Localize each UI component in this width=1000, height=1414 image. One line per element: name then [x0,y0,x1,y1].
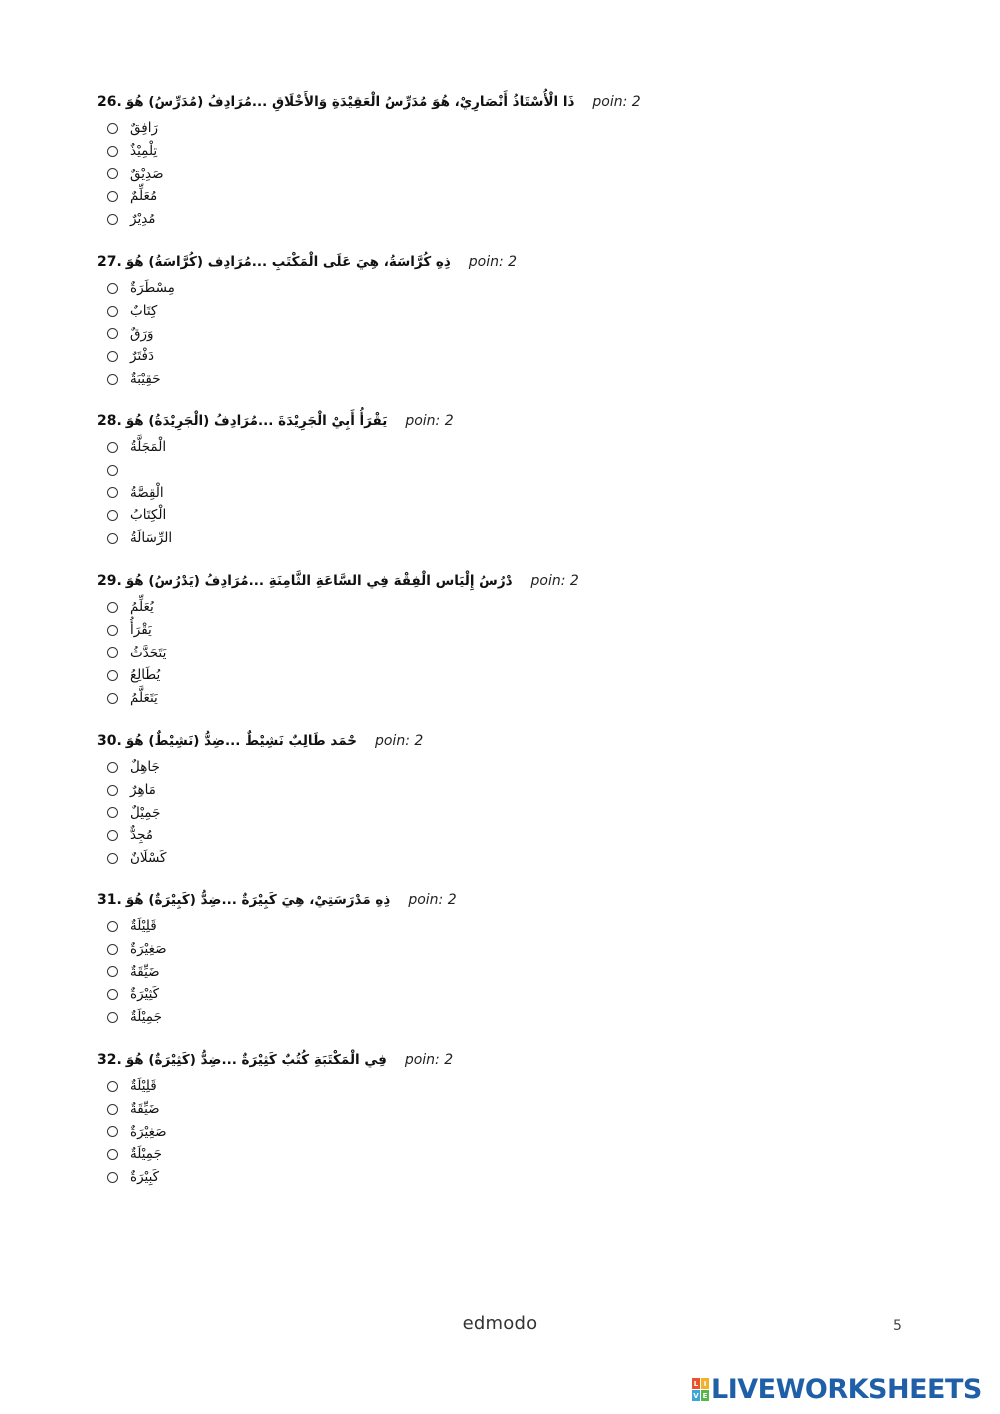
question-30 [97,733,717,869]
question-points: poin: 2 [374,733,424,749]
answer-options [97,1075,717,1188]
answer-option[interactable] [97,664,717,687]
answer-option[interactable] [97,596,717,619]
question-header [97,892,717,914]
answer-option[interactable] [97,1120,717,1143]
radio-button-icon[interactable] [107,1081,118,1092]
radio-button-icon[interactable] [107,533,118,544]
answer-option-label: الْكِتَابُ [130,507,167,524]
radio-button-icon[interactable] [107,1104,118,1115]
answer-option[interactable] [97,300,717,323]
radio-button-icon[interactable] [107,966,118,977]
radio-button-icon[interactable] [107,625,118,636]
radio-button-icon[interactable] [107,1012,118,1023]
answer-option-label: مَاهِرٌ [130,782,156,799]
answer-option-label: صَغِيْرَةٌ [130,941,167,958]
logo-tile-i: I [701,1378,709,1389]
answer-option[interactable] [97,1075,717,1098]
answer-option-label: حَقِيْبَةٌ [130,371,161,388]
question-29 [97,573,717,709]
answer-option-label: مُجِدٌّ [130,827,154,844]
radio-button-icon[interactable] [107,989,118,1000]
radio-button-icon[interactable] [107,487,118,498]
answer-option-label: قَلِيْلَةٌ [130,1078,157,1095]
answer-option[interactable] [97,368,717,391]
answer-option[interactable] [97,504,717,527]
radio-button-icon[interactable] [107,1126,118,1137]
question-text: دْرُسُ إِلْيَاس الْفِقْهَ فِي السَّاعَةِ الثَّامِنَةِ ...مُرَادِفُ (يَدْرُسُ) هُوَ [125,573,513,589]
radio-button-icon[interactable] [107,442,118,453]
answer-option[interactable] [97,1143,717,1166]
radio-button-icon[interactable] [107,168,118,179]
answer-options [97,436,717,549]
question-text: يَقْرَأُ أَبِيْ الْجَرِيْدَةَ ...مُرَادِفُ (الْجَرِيْدَةُ) هُوَ [125,413,388,429]
question-number: 31. [97,892,122,908]
question-text: فِي الْمَكْتَبَةِ كُتُبٌ كَثِيْرَةٌ ...ضِدُّ (كَثِيْرَةٌ) هُوَ [125,1052,387,1068]
question-header [97,573,717,595]
radio-button-icon[interactable] [107,807,118,818]
answer-option[interactable] [97,824,717,847]
answer-option-label: الرِّسَالَةُ [130,530,173,547]
answer-option-label: الْقِصَّةُ [130,484,164,501]
answer-option-label: تِلْمِيْذٌ [130,143,158,160]
radio-button-icon[interactable] [107,830,118,841]
answer-option[interactable] [97,938,717,961]
answer-options [97,277,717,390]
question-text: ذِهِ كُرَّاسَةُ، هِيَ عَلَى الْمَكْتَبِ ...مُرَادِف (كُرَّاسَةُ) هُوَ [125,254,451,270]
answer-option-label: ضَيِّقَةٌ [130,1101,160,1118]
answer-option-label: جَمِيْلَةٌ [130,1009,162,1026]
answer-option-label: جَمِيْلَةٌ [130,1146,162,1163]
answer-option[interactable] [97,140,717,163]
answer-option[interactable] [97,687,717,710]
answer-option-label: مُعَلِّمٌ [130,188,158,205]
radio-button-icon[interactable] [107,351,118,362]
answer-option-label: يَقْرَأُ [130,622,152,639]
question-text: حْمَد طَالِبٌ نَشِيْطٌ ...ضِدُّ (نَشِيْطٌ) هُوَ [125,733,357,749]
radio-button-icon[interactable] [107,670,118,681]
question-number: 27. [97,254,122,270]
question-points: poin: 2 [408,892,457,908]
question-31 [97,892,717,1028]
logo-tile-e: E [702,1391,708,1400]
answer-option-label: يُعَلِّمُ [130,599,154,616]
question-points: poin: 2 [404,1052,454,1068]
answer-option-label: صَدِيْقٌ [130,165,164,182]
answer-option-label: كَسْلَانٌ [130,850,167,867]
answer-option[interactable] [97,779,717,802]
radio-button-icon[interactable] [107,374,118,385]
liveworksheets-wordmark: LIVEWORKSHEETS [711,1374,982,1405]
answer-option[interactable] [97,915,717,938]
answer-option-label: كَثِيْرَةٌ [130,986,160,1003]
radio-button-icon[interactable] [107,191,118,202]
radio-button-icon[interactable] [107,921,118,932]
question-header [97,733,717,755]
logo-tile-l: L [693,1379,699,1388]
answer-options [97,117,717,230]
answer-option[interactable] [97,322,717,345]
answer-option-label: يُطَالِعُ [130,667,161,684]
question-text: ذَا الْأُسْتَاذُ أَنْصَارِيْ، هُوَ مُدَرِّسُ الْعَقِيْدَةِ وَالأَخْلَاقِ ...مُرَادِفُ (مُدَرِّسُ) هُوَ [125,94,575,110]
radio-button-icon[interactable] [107,1172,118,1183]
answer-option-label: يَتَحَدَّثُ [130,644,167,661]
radio-button-icon[interactable] [107,762,118,773]
answer-option[interactable] [97,1166,717,1189]
radio-button-icon[interactable] [107,693,118,704]
answer-option[interactable] [97,847,717,870]
answer-option-label: الْمَجَلَّةُ [130,439,167,456]
answer-option-label: يَتَعَلَّمُ [130,690,158,707]
answer-option-label: رَافِقٌ [130,120,158,137]
radio-button-icon[interactable] [107,602,118,613]
answer-option[interactable] [97,481,717,504]
question-header [97,1052,717,1074]
answer-option-label: كِتَابٌ [130,303,158,320]
page-number: 5 [893,1318,902,1334]
radio-button-icon[interactable] [107,465,118,476]
radio-button-icon[interactable] [107,944,118,955]
answer-option[interactable] [97,117,717,140]
question-27 [97,254,717,390]
answer-option-label: جَمِيْلٌ [130,804,161,821]
question-32 [97,1052,717,1188]
answer-option[interactable] [97,756,717,779]
radio-button-icon[interactable] [107,785,118,796]
answer-option-label: قَلِيْلَةٌ [130,918,157,935]
question-text: ذِهِ مَدْرَسَتِيْ، هِيَ كَبِيْرَةٌ ...ضِدُّ (كَبِيْرَةٌ) هُوَ [125,892,391,908]
answer-option[interactable] [97,619,717,642]
radio-button-icon[interactable] [107,146,118,157]
edmodo-brand: edmodo [462,1313,538,1334]
answer-option-label: وَرَقٌ [130,325,154,342]
question-26 [97,94,717,230]
liveworksheets-logo [692,1374,982,1405]
radio-button-icon[interactable] [107,328,118,339]
question-number: 32. [97,1052,122,1068]
question-points: poin: 2 [530,573,579,589]
answer-option-label: صَغِيْرَةٌ [130,1123,167,1140]
answer-option[interactable] [97,527,717,550]
answer-option-label: ضَيِّقَةٌ [130,963,160,980]
question-points: poin: 2 [592,94,641,110]
answer-option-label: دَفْتَرٌ [130,348,154,365]
question-number: 29. [97,573,122,589]
answer-option[interactable] [97,208,717,231]
answer-option[interactable] [97,983,717,1006]
radio-button-icon[interactable] [107,647,118,658]
radio-button-icon[interactable] [107,123,118,134]
radio-button-icon[interactable] [107,853,118,864]
answer-option-label: كَبِيْرَةٌ [130,1169,160,1186]
answer-option[interactable] [97,801,717,824]
question-number: 28. [97,413,122,429]
radio-button-icon[interactable] [107,306,118,317]
answer-option[interactable] [97,960,717,983]
question-28 [97,413,717,549]
radio-button-icon[interactable] [107,283,118,294]
answer-option[interactable] [97,277,717,300]
answer-option[interactable] [97,459,717,482]
answer-option[interactable] [97,162,717,185]
question-header [97,413,717,435]
question-header [97,254,717,276]
question-points: poin: 2 [405,413,454,429]
answer-option[interactable] [97,641,717,664]
question-number: 26. [97,94,122,110]
answer-option[interactable] [97,436,717,459]
answer-options [97,596,717,709]
logo-tile-v: V [693,1391,699,1400]
answer-options [97,915,717,1028]
radio-button-icon[interactable] [107,1149,118,1160]
liveworksheets-logo-icon [692,1378,709,1401]
question-points: poin: 2 [468,254,518,270]
answer-option[interactable] [97,1006,717,1029]
answer-option-label: جَاهِلٌ [130,759,160,776]
answer-option[interactable] [97,185,717,208]
answer-option[interactable] [97,1098,717,1121]
radio-button-icon[interactable] [107,510,118,521]
answer-options [97,756,717,869]
question-header [97,94,717,116]
answer-option-label: مُدِيْرٌ [130,211,156,228]
radio-button-icon[interactable] [107,214,118,225]
answer-option[interactable] [97,345,717,368]
answer-option-label: مِسْطَرَةٌ [130,280,175,297]
question-number: 30. [97,733,122,749]
